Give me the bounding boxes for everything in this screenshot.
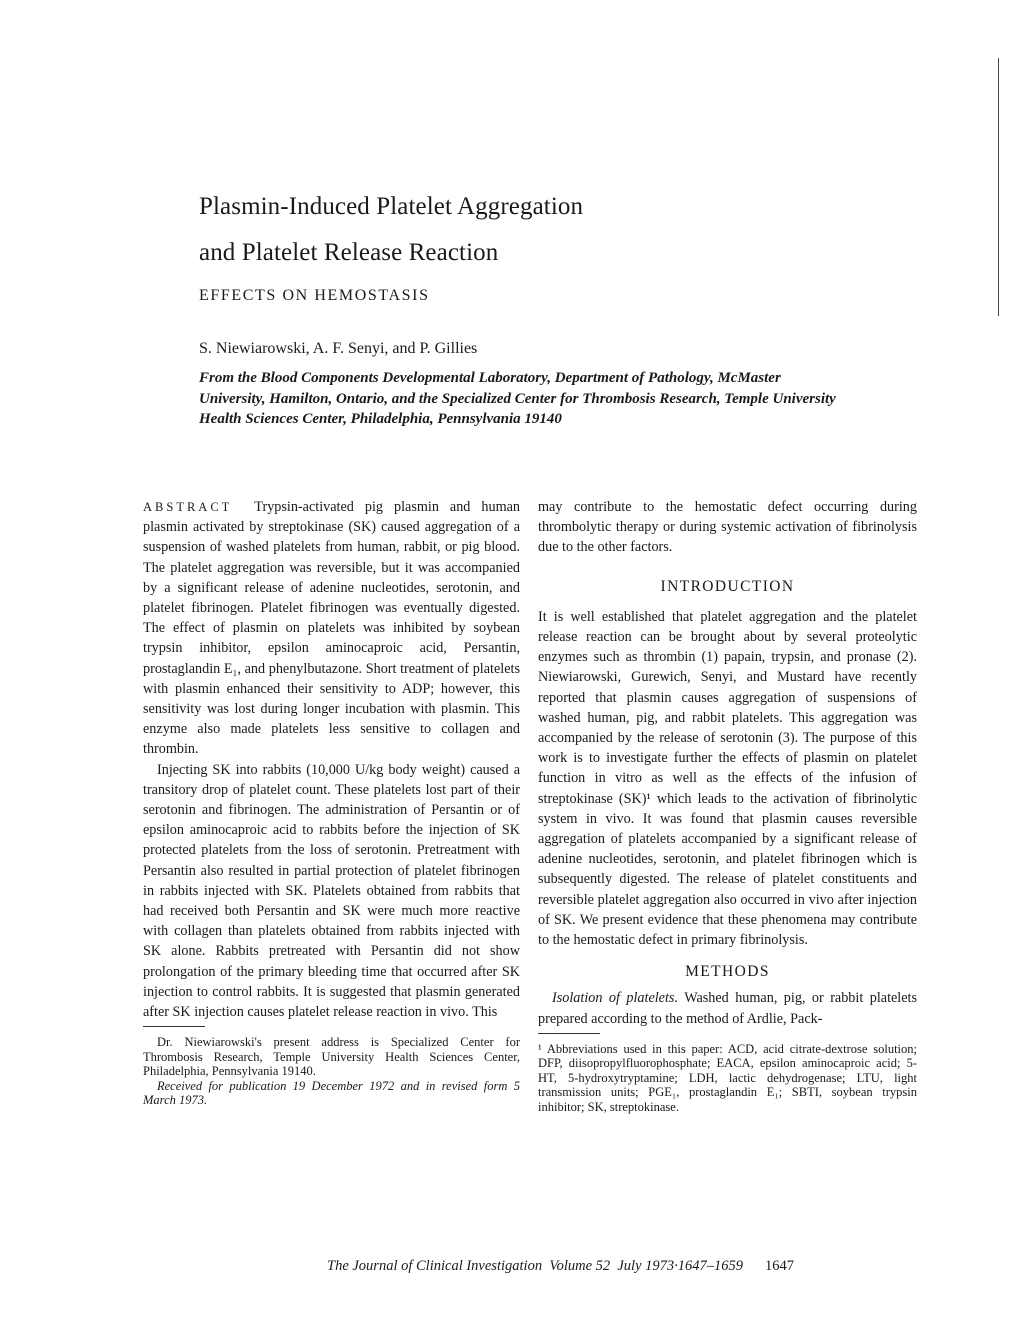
page-number: 1647 [765,1258,795,1274]
introduction-heading: INTRODUCTION [660,577,795,595]
right-column [538,497,917,1114]
running-footer [327,1258,794,1275]
abstract-text-1: Trypsin-activated pig plasmin and human plasmin activated by streptokinase (SK) caused aggregation of a suspension of washed platelets from human, rabbit, or pig blood. The platelet aggregation was reversible, but it was accompanied by a significant release of adenine nucleotides, serotonin, and platelet fibrinogen. Platelet fibrinogen was eventually digested. The effect of plasmin on platelets was inhibited by soybean trypsin inhibitor, epsilon aminocaproic acid, Persantin, prostaglandin E₁, and phenylbutazone. Short treatment of platelets with plasmin enhanced their sensitivity to ADP; however, this sensitivity was lost during longer incubation with plasmin. This enzyme also made platelets less sensitive to collagen and thrombin. [143,499,521,758]
methods-subheading: Isolation of platelets. [552,990,678,1007]
footnote-rule [143,1026,205,1027]
received-footnote: Received for publication 19 December 1972 and in revised form 5 March 1973. [143,1078,520,1108]
footnote-rule-right [538,1033,600,1034]
methods-heading: METHODS [685,963,770,981]
methods-text: Washed human, pig, or rabbit platelets prepared according to the method of Ardlie, Pack- [538,990,918,1027]
abstract-paragraph-2: Injecting SK into rabbits (10,000 U/kg body weight) caused a transitory drop of platelet count. These platelets lost part of their serotonin and fibrinogen. The administration of Persantin or of epsilon aminocaproic acid to rabbits before the injection of SK protected platelets from the loss of serotonin. Pretreatment with Persantin also resulted in partial protection of platelet fibrinogen in rabbits injected with SK. Platelets obtained from rabbits that had received both Persantin and SK were much more reactive with collagen than platelets obtained from rabbits injected with SK alone. Rabbits pretreated with Persantin did not show prolongation of the primary bleeding time that occurred after SK injection to control rabbits. It is suggested that plasmin generated after SK injection causes platelet release reaction in vivo. This [143,761,520,1021]
title-line-2: and Platelet Release Reaction [199,239,499,266]
abstract-paragraph-1 [143,497,520,760]
article-subtitle: EFFECTS ON HEMOSTASIS [199,287,430,304]
abbreviations-footnote: ¹ Abbreviations used in this paper: ACD, acid citrate-dextrose solution; DFP, diisopropylfluorophosphate; EACA, epsilon aminocaproic acid; 5-HT, 5-hydroxytryptamine; LDH, lactic dehydrogenase; LTU, light transmission units; PGE₁, prostaglandin E₁; SBTI, soybean trypsin inhibitor; SK, streptokinase. [538,1041,917,1114]
abstract-label: ABSTRACT [143,500,233,514]
article-title [199,184,583,276]
journal-citation: The Journal of Clinical Investigation Volume 52 July 1973·1647–1659 [327,1258,744,1274]
affiliation: From the Blood Components Developmental Laboratory, Department of Pathology, McMaster University, Hamilton, Ontario, and the Specialized Center for Thrombosis Research, Temple University Health Sciences Center, Philadelphia, Pennsylvania 19140 [199,370,836,427]
left-column [143,497,520,1108]
scan-edge-line [998,58,999,316]
title-line-1: Plasmin-Induced Platelet Aggregation [199,193,584,220]
left-footnotes [143,1035,520,1108]
introduction-text: It is well established that platelet aggregation and the platelet release reaction can be brought about by several proteolytic enzymes such as thrombin (1) papain, trypsin, and pronase (2). Niewiarowski, Gurewich, Senyi, and Mustard have recently reported that plasmin causes aggregation of suspensions of washed human, pig, and rabbit platelets. This aggregation was accompanied by the release of serotonin (3). The purpose of this work is to investigate further the effects of plasmin on platelet function in vitro as well as the effects of the infusion of streptokinase (SK)¹ which leads to the activation of fibrinolytic system in vivo. It was found that plasmin causes reversible aggregation of platelets accompanied by a significant release of adenine nucleotides, serotonin, and platelet fibrinogen which is subsequently digested. The release of platelet constituents and reversible platelet aggregation also occurred in vivo after injection of SK. We present evidence that these phenomena may contribute to the hemostatic defect in primary fibrinolysis. [538,608,917,949]
methods-paragraph [538,988,917,1028]
abstract-continuation: may contribute to the hemostatic defect occurring during thrombolytic therapy or during systemic activation of fibrinolysis due to the other factors. [538,499,917,556]
address-footnote: Dr. Niewiarowski's present address is Specialized Center for Thrombosis Research, Temple University Health Sciences Center, Philadelphia, Pennsylvania 19140. [143,1035,520,1079]
author-list: S. Niewiarowski, A. F. Senyi, and P. Gillies [199,340,478,357]
